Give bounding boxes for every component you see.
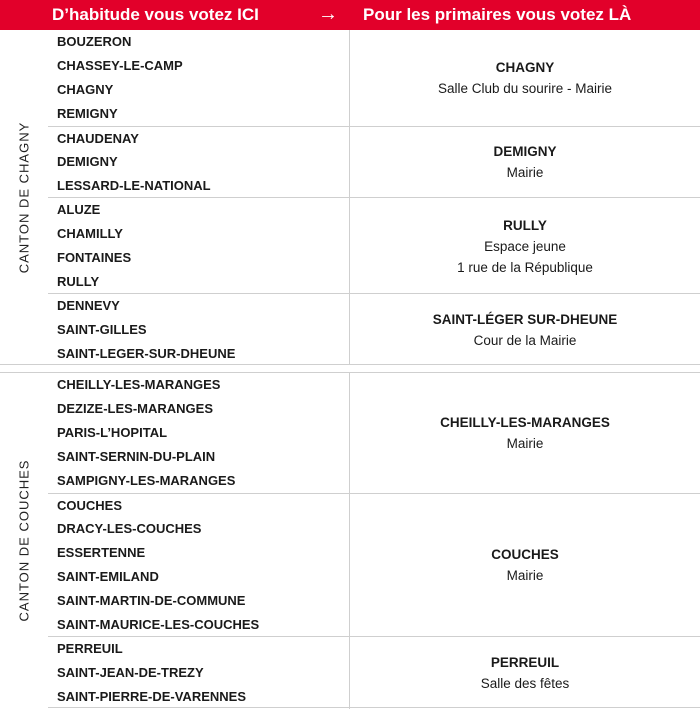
commune-name: SAINT-MARTIN-DE-COMMUNE <box>57 593 246 609</box>
polling-place-address: Salle Club du sourire - Mairie <box>437 80 613 96</box>
canton-label <box>0 30 48 365</box>
primary-polling-place <box>350 373 700 493</box>
commune-name: CHAMILLY <box>57 226 123 242</box>
commune-name: SAMPIGNY-LES-MARANGES <box>57 472 236 488</box>
commune-name: SAINT-JEAN-DE-TREZY <box>57 664 204 680</box>
polling-place-address: Cour de la Mairie <box>473 332 577 348</box>
polling-place-name: CHAGNY <box>495 59 555 75</box>
polling-place-address: 1 rue de la République <box>457 259 593 275</box>
primary-polling-place <box>350 294 700 366</box>
commune-name: SAINT-EMILAND <box>57 569 159 585</box>
commune-name: DENNEVY <box>57 297 120 313</box>
polling-place-name: CHEILLY-LES-MARANGES <box>440 414 610 430</box>
commune-name: ESSERTENNE <box>57 545 146 561</box>
canton-label-text: CANTON DE COUCHES <box>16 459 32 622</box>
polling-place-address: Salle des fêtes <box>480 675 570 691</box>
commune-group <box>48 373 700 493</box>
table-bottom-border <box>48 707 700 708</box>
commune-list <box>48 494 350 637</box>
commune-group <box>48 30 700 126</box>
commune-name: DEZIZE-LES-MARANGES <box>57 400 213 416</box>
commune-group <box>48 636 700 708</box>
commune-group <box>48 493 700 636</box>
commune-name: LESSARD-LE-NATIONAL <box>57 178 211 194</box>
commune-name: DEMIGNY <box>57 154 118 170</box>
commune-group <box>48 293 700 365</box>
table-header <box>0 0 700 30</box>
polling-place-name: RULLY <box>503 217 547 233</box>
canton-label <box>0 373 48 708</box>
commune-list <box>48 373 350 493</box>
polling-place-name: DEMIGNY <box>493 144 557 160</box>
arrow-right-icon: → <box>318 3 338 25</box>
commune-name: SAINT-SERNIN-DU-PLAIN <box>57 448 216 464</box>
commune-group <box>48 126 700 198</box>
primary-polling-place <box>350 198 700 294</box>
commune-list <box>48 294 350 366</box>
header-usual-polling-place: D’habitude vous votez ICI <box>52 5 259 24</box>
canton-divider <box>0 364 700 373</box>
polling-place-address: Mairie <box>506 165 544 181</box>
commune-name: PERREUIL <box>57 640 123 656</box>
primary-polling-place <box>350 637 700 709</box>
canton-section <box>0 30 700 365</box>
canton-label-text: CANTON DE CHAGNY <box>16 121 32 274</box>
polling-place-address: Mairie <box>506 568 544 584</box>
commune-name: FONTAINES <box>57 250 132 266</box>
commune-list <box>48 637 350 709</box>
commune-name: BOUZERON <box>57 34 132 49</box>
commune-name: SAINT-PIERRE-DE-VARENNES <box>57 688 247 704</box>
commune-name: SAINT-MAURICE-LES-COUCHES <box>57 616 260 632</box>
polling-place-address: Mairie <box>506 435 544 451</box>
commune-name: COUCHES <box>57 497 123 513</box>
canton-section <box>0 373 700 708</box>
polling-place-name: SAINT-LÉGER SUR-DHEUNE <box>432 311 618 327</box>
polling-place-name: COUCHES <box>491 547 559 563</box>
commune-name: CHAUDENAY <box>57 130 139 146</box>
commune-list <box>48 30 350 126</box>
commune-list <box>48 127 350 199</box>
commune-name: RULLY <box>57 273 100 289</box>
commune-name: SAINT-GILLES <box>57 321 147 337</box>
polling-place-name: PERREUIL <box>490 654 560 670</box>
primary-polling-place <box>350 127 700 199</box>
commune-name: REMIGNY <box>57 105 118 121</box>
commune-name: DRACY-LES-COUCHES <box>57 521 202 537</box>
commune-name: CHASSEY-LE-CAMP <box>57 57 183 73</box>
commune-group <box>48 197 700 293</box>
primary-polling-place <box>350 30 700 126</box>
commune-name: SAINT-LEGER-SUR-DHEUNE <box>57 345 236 361</box>
header-primary-polling-place: Pour les primaires vous votez LÀ <box>363 5 632 24</box>
commune-name: ALUZE <box>57 202 101 218</box>
polling-place-address: Espace jeune <box>484 238 566 254</box>
primary-polling-place <box>350 494 700 637</box>
commune-list <box>48 198 350 294</box>
commune-name: CHAGNY <box>57 81 114 97</box>
commune-name: CHEILLY-LES-MARANGES <box>57 377 221 392</box>
commune-name: PARIS-L’HOPITAL <box>57 424 168 440</box>
